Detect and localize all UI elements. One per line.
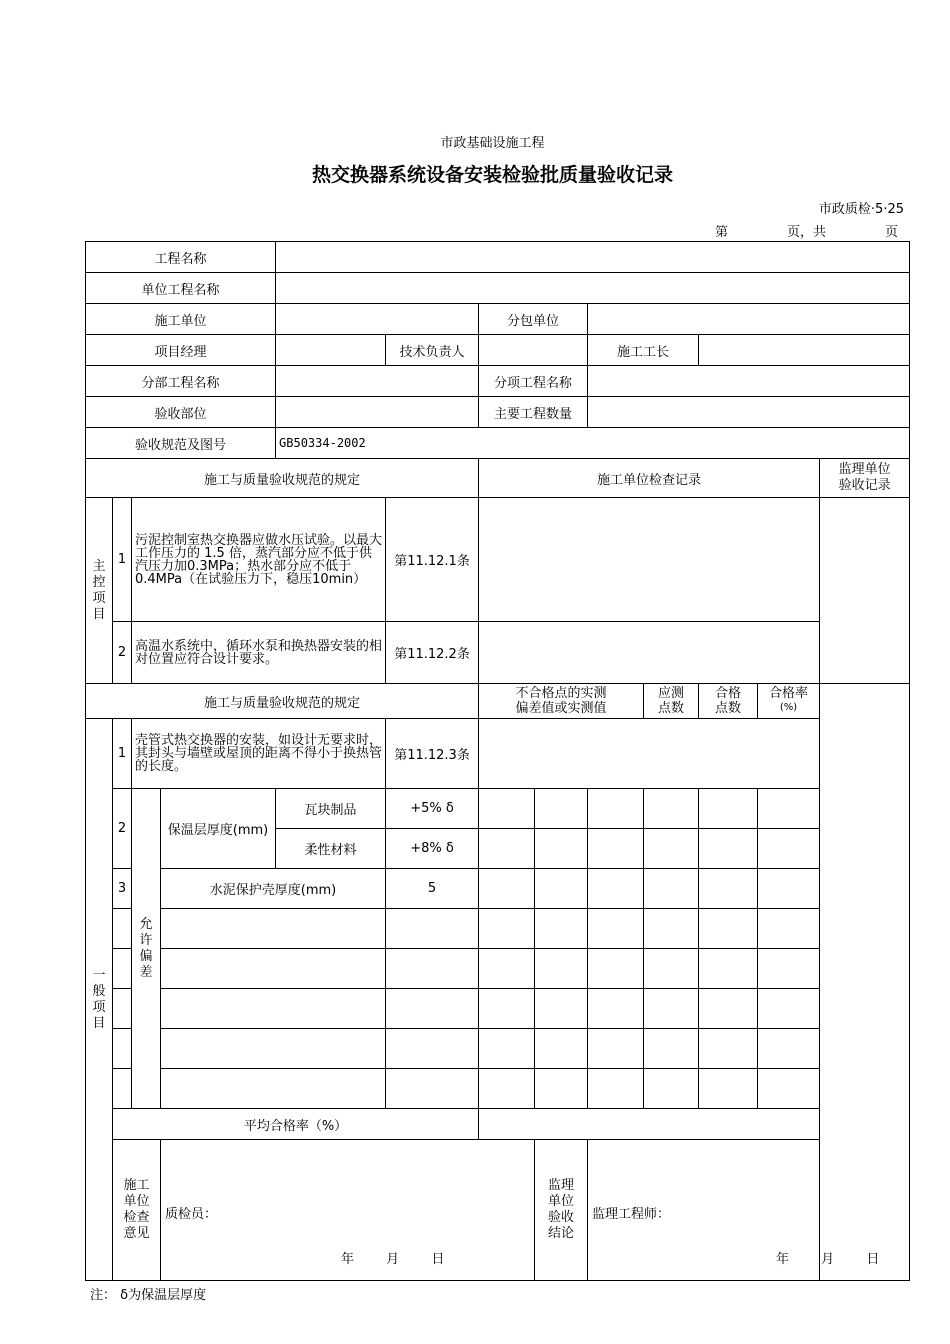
measure-cell[interactable] <box>588 1069 644 1109</box>
date-month: 月 <box>386 1252 400 1267</box>
supervisor-date <box>588 1248 909 1267</box>
general-item-no: 3 <box>113 869 132 909</box>
provision-header: 施工与质量验收规范的规定 <box>86 459 479 498</box>
date-day: 日 <box>866 1252 880 1267</box>
pass-rate-unit: (%) <box>779 702 798 713</box>
measure-cell[interactable] <box>479 829 535 869</box>
main-item-no: 1 <box>113 498 132 622</box>
main-item-record[interactable] <box>479 622 820 684</box>
empty-value-cell[interactable] <box>386 989 479 1029</box>
points-should-cell[interactable] <box>644 949 699 989</box>
main-item-clause: 第11.12.1条 <box>386 498 479 622</box>
tile-product-value: +5% δ <box>386 789 479 829</box>
footnote: 注： δ为保温层厚度 <box>90 1288 207 1303</box>
page-ye: 页 <box>885 225 899 240</box>
main-item-clause: 第11.12.2条 <box>386 622 479 684</box>
subitem-field[interactable] <box>588 366 910 397</box>
general-empty-row <box>86 909 910 949</box>
measure-cell[interactable] <box>535 829 588 869</box>
measure-cell[interactable] <box>588 949 644 989</box>
general-item-text: 壳管式热交换器的安装，如设计无要求时，其封头与墙壁或屋顶的距离不得小于换热管的长度。 <box>132 719 386 789</box>
row-spec <box>86 428 910 459</box>
accept-part-label: 验收部位 <box>86 397 276 428</box>
subcontractor-label: 分包单位 <box>479 304 588 335</box>
points-should-cell[interactable] <box>644 989 699 1029</box>
pm-label: 项目经理 <box>86 335 276 366</box>
general-empty-row <box>86 1029 910 1069</box>
provision-header-2: 施工与质量验收规范的规定 <box>86 684 479 719</box>
row-signoff <box>86 1140 910 1281</box>
unit-project-label: 单位工程名称 <box>86 273 276 304</box>
points-pass-cell[interactable] <box>699 1029 758 1069</box>
tile-product-label: 瓦块制品 <box>276 789 386 829</box>
pass-rate-cell[interactable] <box>758 1029 820 1069</box>
empty-no-cell[interactable] <box>113 1069 132 1109</box>
row-accept-part <box>86 397 910 428</box>
general-empty-row <box>86 989 910 1029</box>
form-code: 市政质检·5·25 <box>818 202 904 217</box>
contractor-field[interactable] <box>276 304 479 335</box>
pm-field[interactable] <box>276 335 386 366</box>
points-pass-cell[interactable] <box>699 789 758 829</box>
measure-cell[interactable] <box>588 869 644 909</box>
general-item-clause: 第11.12.3条 <box>386 719 479 789</box>
date-month: 月 <box>821 1252 835 1267</box>
pass-rate-cell[interactable] <box>758 909 820 949</box>
spec-value: GB50334-2002 <box>276 428 910 459</box>
row-unit-project <box>86 273 910 304</box>
measure-cell[interactable] <box>588 789 644 829</box>
points-pass-cell[interactable] <box>699 949 758 989</box>
general-items-label: 一 般 项 目 <box>86 719 113 1281</box>
pass-rate-cell[interactable] <box>758 869 820 909</box>
foreman-label: 施工工长 <box>588 335 699 366</box>
measure-cell[interactable] <box>479 989 535 1029</box>
inspector-label: 质检员： <box>165 1207 218 1222</box>
avg-rate-value[interactable] <box>479 1109 820 1140</box>
general-item-no: 2 <box>113 789 132 869</box>
general-item-no: 1 <box>113 719 132 789</box>
pass-rate-cell[interactable] <box>758 989 820 1029</box>
empty-no-cell[interactable] <box>113 1029 132 1069</box>
measure-cell[interactable] <box>588 1029 644 1069</box>
date-year: 年 <box>776 1252 790 1267</box>
contractor-label: 施工单位 <box>86 304 276 335</box>
empty-value-cell[interactable] <box>386 1029 479 1069</box>
empty-item-cell[interactable] <box>161 909 386 949</box>
contractor-date <box>161 1248 534 1267</box>
main-items-label: 主 控 项 目 <box>86 498 113 684</box>
pass-rate-header <box>758 684 820 719</box>
points-should-cell[interactable] <box>644 1069 699 1109</box>
cement-shell-label: 水泥保护壳厚度(mm) <box>161 869 386 909</box>
project-name-field[interactable] <box>276 242 910 273</box>
accept-part-field[interactable] <box>276 397 479 428</box>
points-pass-cell[interactable] <box>699 869 758 909</box>
supervisor-record-header: 监理单位 验收记录 <box>820 459 910 498</box>
row-project-name <box>86 242 910 273</box>
supervisor-conclusion-box[interactable] <box>588 1140 910 1281</box>
general-empty-row <box>86 1069 910 1109</box>
tech-lead-field[interactable] <box>479 335 588 366</box>
measure-cell[interactable] <box>479 909 535 949</box>
contractor-opinion-label: 施工 单位 检查 意见 <box>113 1140 161 1281</box>
points-should-cell[interactable] <box>644 829 699 869</box>
main-item-record[interactable] <box>479 498 820 622</box>
measure-cell[interactable] <box>479 1029 535 1069</box>
measure-cell[interactable] <box>535 909 588 949</box>
division-label: 分部工程名称 <box>86 366 276 397</box>
measure-cell[interactable] <box>535 789 588 829</box>
engineer-label: 监理工程师： <box>592 1207 671 1222</box>
points-should-cell[interactable] <box>644 869 699 909</box>
empty-item-cell[interactable] <box>161 1069 386 1109</box>
division-field[interactable] <box>276 366 479 397</box>
nonconform-header: 不合格点的实测 偏差值或实测值 <box>479 684 644 719</box>
main-qty-field[interactable] <box>588 397 910 428</box>
page-ye-gong: 页，共 <box>787 225 827 240</box>
points-should-cell[interactable] <box>644 1029 699 1069</box>
empty-no-cell[interactable] <box>113 909 132 949</box>
page-di: 第 <box>715 225 729 240</box>
measure-cell[interactable] <box>588 989 644 1029</box>
row-main-header <box>86 459 910 498</box>
measure-cell[interactable] <box>479 869 535 909</box>
form-subtitle: 市政基础设施工程 <box>440 136 545 151</box>
general-item-row-1 <box>86 719 910 789</box>
insulation-thickness-label: 保温层厚度(mm) <box>161 789 276 869</box>
empty-item-cell[interactable] <box>161 989 386 1029</box>
points-pass-cell[interactable] <box>699 909 758 949</box>
general-item-row-2a <box>86 789 910 829</box>
unit-project-field[interactable] <box>276 273 910 304</box>
row-contractor <box>86 304 910 335</box>
main-item-text: 污泥控制室热交换器应做水压试验。以最大工作压力的 1.5 倍，蒸汽部分应不低于供汽压力加0.3MPa；热水部分应不低于0.4MPa（在试验压力下，稳压10min） <box>132 498 386 622</box>
allow-deviation-label: 允 许 偏 差 <box>132 789 161 1109</box>
empty-no-cell[interactable] <box>113 989 132 1029</box>
measure-cell[interactable] <box>535 869 588 909</box>
inspection-form-table <box>85 241 910 1281</box>
empty-value-cell[interactable] <box>386 949 479 989</box>
row-managers <box>86 335 910 366</box>
points-pass-cell[interactable] <box>699 1069 758 1109</box>
pass-rate-cell[interactable] <box>758 1069 820 1109</box>
cement-shell-value: 5 <box>386 869 479 909</box>
row-general-header <box>86 684 910 719</box>
measure-cell[interactable] <box>479 1069 535 1109</box>
main-item-no: 2 <box>113 622 132 684</box>
tech-lead-label: 技术负责人 <box>386 335 479 366</box>
supervisor-conclusion-label: 监理 单位 验收 结论 <box>535 1140 588 1281</box>
general-empty-row <box>86 949 910 989</box>
empty-value-cell[interactable] <box>386 909 479 949</box>
pass-rate-cell[interactable] <box>758 829 820 869</box>
flexible-material-label: 柔性材料 <box>276 829 386 869</box>
points-pass-cell[interactable] <box>699 989 758 1029</box>
date-day: 日 <box>431 1252 445 1267</box>
form-title: 热交换器系统设备安装检验批质量验收记录 <box>311 164 673 186</box>
measure-cell[interactable] <box>535 1069 588 1109</box>
main-item-row-1 <box>86 498 910 622</box>
empty-value-cell[interactable] <box>386 1069 479 1109</box>
pass-rate-label: 合格率 <box>769 686 809 701</box>
empty-item-cell[interactable] <box>161 949 386 989</box>
pass-rate-cell[interactable] <box>758 789 820 829</box>
subcontractor-field[interactable] <box>588 304 910 335</box>
project-name-label: 工程名称 <box>86 242 276 273</box>
flexible-material-value: +8% δ <box>386 829 479 869</box>
pass-rate-cell[interactable] <box>758 949 820 989</box>
empty-no-cell[interactable] <box>113 949 132 989</box>
general-item-row-3 <box>86 869 910 909</box>
avg-rate-label: 平均合格率（%） <box>113 1109 479 1140</box>
main-item-text: 高温水系统中，循环水泵和换热器安装的相对位置应符合设计要求。 <box>132 622 386 684</box>
subitem-label: 分项工程名称 <box>479 366 588 397</box>
points-should-cell[interactable] <box>644 909 699 949</box>
measure-cell[interactable] <box>535 989 588 1029</box>
measure-cell[interactable] <box>479 789 535 829</box>
spec-label: 验收规范及图号 <box>86 428 276 459</box>
contractor-record-header: 施工单位检查记录 <box>479 459 820 498</box>
measure-cell[interactable] <box>588 909 644 949</box>
points-pass-header: 合格 点数 <box>699 684 758 719</box>
date-year: 年 <box>341 1252 355 1267</box>
main-item-row-2 <box>86 622 910 684</box>
points-should-cell[interactable] <box>644 789 699 829</box>
row-division <box>86 366 910 397</box>
measure-cell[interactable] <box>479 949 535 989</box>
measure-cell[interactable] <box>588 829 644 869</box>
points-should-header: 应测 点数 <box>644 684 699 719</box>
foreman-field[interactable] <box>699 335 910 366</box>
general-item-record[interactable] <box>479 719 820 789</box>
empty-item-cell[interactable] <box>161 1029 386 1069</box>
measure-cell[interactable] <box>535 1029 588 1069</box>
measure-cell[interactable] <box>535 949 588 989</box>
points-pass-cell[interactable] <box>699 829 758 869</box>
row-average-rate <box>86 1109 910 1140</box>
contractor-opinion-box[interactable] <box>161 1140 535 1281</box>
main-items-supervisor[interactable] <box>820 498 910 684</box>
main-qty-label: 主要工程数量 <box>479 397 588 428</box>
